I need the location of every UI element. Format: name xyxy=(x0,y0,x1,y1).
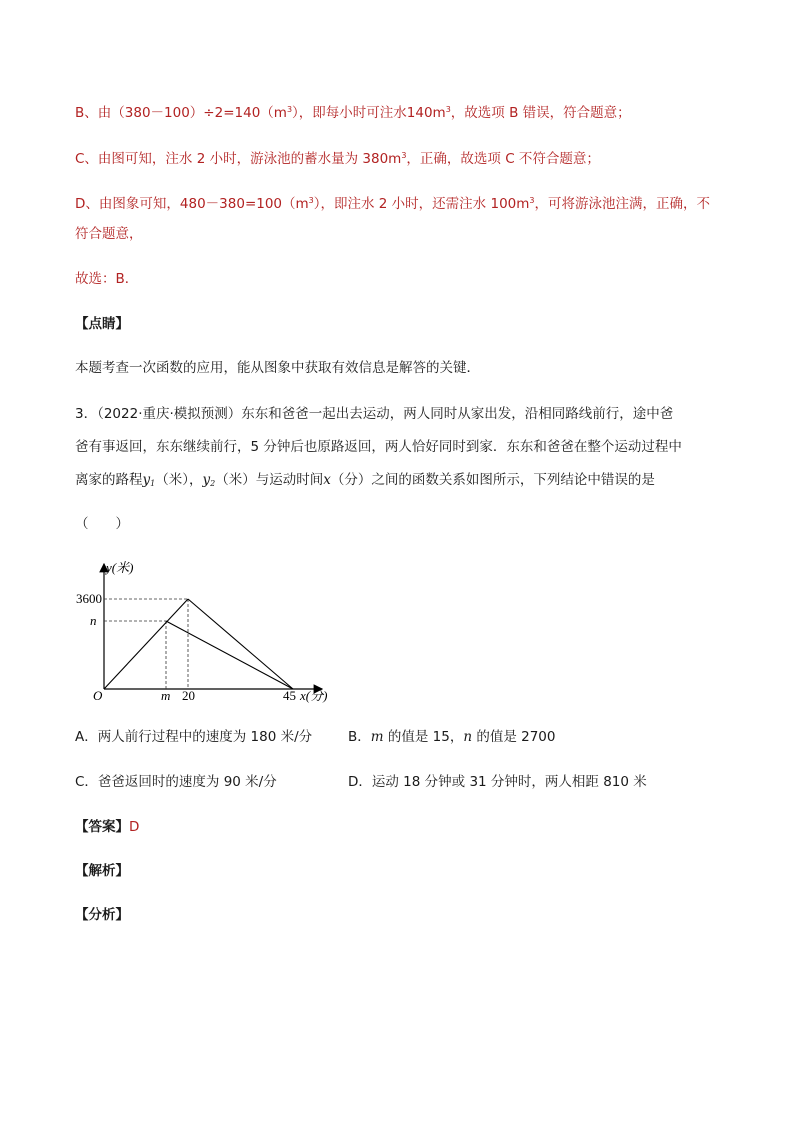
solution-option-c: C、由图可知，注水 2 小时，游泳池的蓄水量为 $380m^3$，正确，故选项 C 不符合题意； xyxy=(75,151,600,167)
y-axis-label: y(米) xyxy=(106,560,134,575)
x-tick-45: 45 xyxy=(283,688,296,703)
question-line-2: 爸有事返回，东东继续前行，5 分钟后也原路返回，两人恰好同时到家．东东和爸爸在整个运动过程中 xyxy=(75,439,682,455)
jiexi-heading: 【解析】 xyxy=(75,863,129,879)
option-d: D．运动 18 分钟或 31 分钟时，两人相距 810 米 xyxy=(348,774,647,790)
option-c: C．爸爸返回时的速度为 90 米/分 xyxy=(75,774,277,790)
dianjing-heading: 【点睛】 xyxy=(75,316,129,332)
dianjing-text: 本题考查一次函数的应用，能从图象中获取有效信息是解答的关键． xyxy=(75,360,480,376)
solution-choice: 故选：B． xyxy=(75,271,139,287)
question-line-3: 离家的路程$y_1$（米），$y_2$（米）与运动时间x（分）之间的函数关系如图所示，下列结论中错误的是 xyxy=(75,472,655,488)
line-dongdong-return xyxy=(188,599,293,689)
question-blank: （ ） xyxy=(75,516,129,532)
option-b: B．m 的值是 15，n 的值是 2700 xyxy=(348,729,556,745)
answer: 【答案】D xyxy=(75,819,140,835)
function-graph xyxy=(76,558,336,708)
line-outbound xyxy=(104,599,188,689)
x-axis-label: x(分) xyxy=(300,688,328,703)
solution-option-d: D、由图象可知，$480-380=100(m^3)$，即注水 2 小时，还需注水 $100m^3$，可将游泳池注满，正确，不 xyxy=(75,196,710,212)
x-tick-20: 20 xyxy=(182,688,195,703)
option-a: A．两人前行过程中的速度为 180 米/分 xyxy=(75,729,313,745)
solution-option-b: B、由$(380-100)\div 2=140(m^3)$，即每小时可注水$140m^3$，故选项 B 错误，符合题意； xyxy=(75,105,631,121)
y-tick-3600: 3600 xyxy=(76,591,102,606)
fenxi-heading: 【分析】 xyxy=(75,907,129,923)
solution-option-d-cont: 符合题意， xyxy=(75,226,143,242)
question-line-1: 3．（2022·重庆·模拟预测）东东和爸爸一起出去运动，两人同时从家出发，沿相同路线前行，途中爸 xyxy=(75,406,674,422)
origin-label: O xyxy=(93,688,103,703)
y-tick-n: n xyxy=(90,613,97,628)
line-dad-return xyxy=(166,621,293,689)
x-tick-m: m xyxy=(161,688,171,703)
